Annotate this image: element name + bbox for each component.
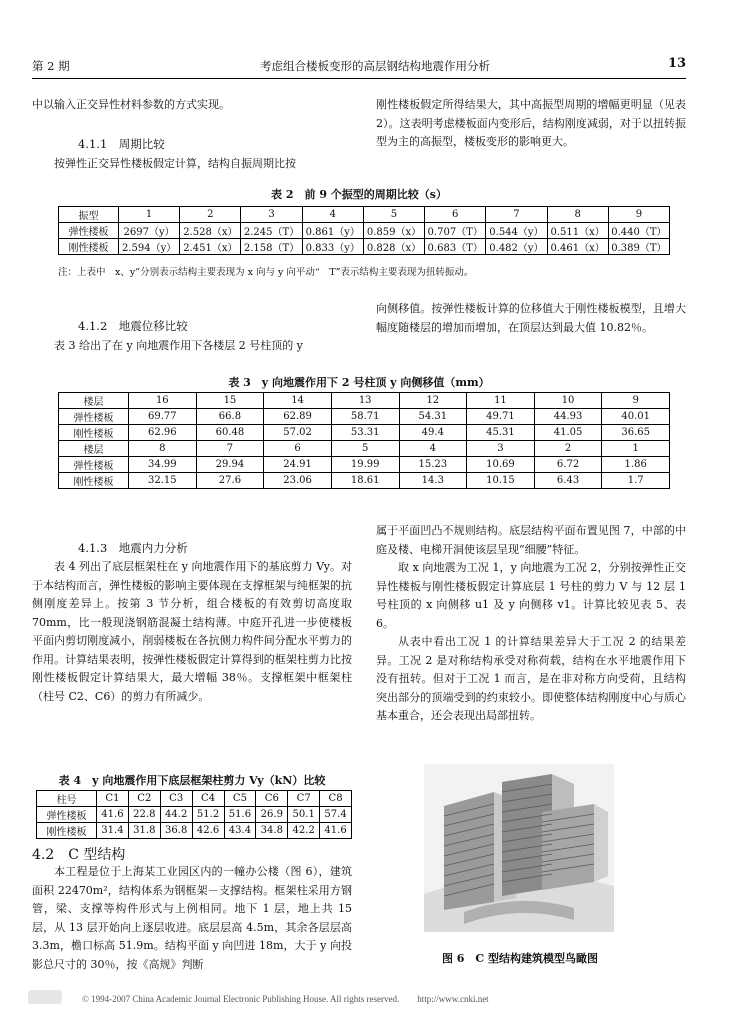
body-paragraph xyxy=(32,155,352,174)
table-cell: 0.828（x） xyxy=(363,239,424,255)
table-cell: 60.48 xyxy=(196,425,264,441)
table-cell: 0.707（T） xyxy=(425,223,486,239)
body-paragraph xyxy=(32,863,352,974)
table-row-header: 弹性楼板 xyxy=(59,223,119,239)
table-cell: 2.451（x） xyxy=(180,239,241,255)
table-cell: 51.2 xyxy=(192,807,224,823)
table-cell: 49.4 xyxy=(399,425,467,441)
body-paragraph xyxy=(376,300,686,337)
table-cell: 34.8 xyxy=(256,823,288,839)
body-paragraph xyxy=(32,96,352,115)
table-row-header: 楼层 xyxy=(59,441,129,457)
table-cell: 8 xyxy=(129,441,197,457)
table-row xyxy=(59,207,670,223)
paragraph-text: 刚性楼板假定所得结果大，其中高振型周期的增幅更明显（见表 2）。这表明考虑楼板面内变形后，结构刚度减弱，对于以扭转振型为主的高振型，楼板变形的影响更大。 xyxy=(376,98,686,148)
table-cell: 6.43 xyxy=(534,473,602,489)
table-cell: 5 xyxy=(363,207,424,223)
table-2-caption: 表 2 前 9 个振型的周期比较（s） xyxy=(271,188,447,201)
building-model-image xyxy=(424,764,614,932)
paragraph-text: 向侧移值。按弹性楼板计算的位移值大于刚性楼板模型，且增大幅度随楼层的增加而增加，在顶层达到最大值 10.82％。 xyxy=(376,302,686,334)
table-cell: 10.69 xyxy=(467,457,535,473)
body-paragraph xyxy=(32,558,352,706)
table-row xyxy=(59,457,670,473)
table-cell: 2.528（x） xyxy=(180,223,241,239)
table-row-header: 弹性楼板 xyxy=(59,457,129,473)
table-cell: 2.245（T） xyxy=(241,223,302,239)
page-number: 13 xyxy=(668,56,687,71)
table-cell: 44.2 xyxy=(160,807,192,823)
table-4-caption: 表 4 y 向地震作用下底层框架柱剪力 Vy（kN）比较 xyxy=(58,774,326,787)
table-row xyxy=(37,791,352,807)
table-row-header: 刚性楼板 xyxy=(59,473,129,489)
paragraph-text: 属于平面凹凸不规则结构。底层结构平面布置见图 7，中部的中庭及楼、电梯开洞使该层呈现“细腰”特征。 xyxy=(376,524,686,556)
table-cell: 12 xyxy=(399,393,467,409)
table-cell: 54.31 xyxy=(399,409,467,425)
table-cell: 41.6 xyxy=(320,823,352,839)
table-cell: 31.8 xyxy=(128,823,160,839)
table-cell: 23.06 xyxy=(264,473,332,489)
table-cell: 11 xyxy=(467,393,535,409)
table-cell: 31.4 xyxy=(97,823,129,839)
section-heading-4-1-1: 4.1.1 周期比较 xyxy=(78,137,165,151)
table-cell: 0.482（y） xyxy=(486,239,547,255)
table-row xyxy=(59,223,670,239)
table-cell: C3 xyxy=(160,791,192,807)
table-cell: C2 xyxy=(128,791,160,807)
section-heading-4-1-3: 4.1.3 地震内力分析 xyxy=(78,541,188,555)
table-row xyxy=(59,425,670,441)
table-cell: 0.461（x） xyxy=(547,239,608,255)
table-cell: 57.4 xyxy=(320,807,352,823)
table-cell: 45.31 xyxy=(467,425,535,441)
table-cell: 14 xyxy=(264,393,332,409)
table-cell: 32.15 xyxy=(129,473,197,489)
table-row-header: 刚性楼板 xyxy=(37,823,97,839)
table-cell: 49.71 xyxy=(467,409,535,425)
table-cell: 10 xyxy=(534,393,602,409)
table-row xyxy=(59,441,670,457)
copyright-footer: © 1994-2007 China Academic Journal Electronic Publishing House. All rights reserved. http://www.cnki.net xyxy=(82,994,489,1004)
table-cell: 1.7 xyxy=(602,473,670,489)
table-cell: 15 xyxy=(196,393,264,409)
running-title: 考虑组合楼板变形的高层钢结构地震作用分析 xyxy=(260,59,490,73)
cnki-logo xyxy=(28,990,62,1004)
table-cell: 29.94 xyxy=(196,457,264,473)
table-cell: 10.15 xyxy=(467,473,535,489)
table-cell: 9 xyxy=(608,207,669,223)
table-2-note: 注：上表中 x、y”分别表示结构主要表现为 x 向与 y 向平动“ T”表示结构主要表现为扭转振动。 xyxy=(58,267,474,278)
table-cell: 1 xyxy=(602,441,670,457)
table-cell: 6 xyxy=(425,207,486,223)
paragraph-text: 表 3 给出了在 y 向地震作用下各楼层 2 号柱顶的 y xyxy=(54,339,303,352)
table-row-header: 楼层 xyxy=(59,393,129,409)
table-cell: 42.6 xyxy=(192,823,224,839)
table-cell: C8 xyxy=(320,791,352,807)
table-row xyxy=(37,823,352,839)
table-cell: C5 xyxy=(224,791,256,807)
table-row-header: 振型 xyxy=(59,207,119,223)
table-cell: 1.86 xyxy=(602,457,670,473)
table-cell: 36.65 xyxy=(602,425,670,441)
table-cell: 3 xyxy=(241,207,302,223)
table-cell: C7 xyxy=(288,791,320,807)
table-3-caption: 表 3 y 向地震作用下 2 号柱顶 y 向侧移值（mm） xyxy=(228,376,490,389)
paragraph-text: 按弹性正交异性楼板假定计算，结构自振周期比按 xyxy=(54,157,296,170)
table-cell: 8 xyxy=(547,207,608,223)
table-row xyxy=(59,239,670,255)
table-cell: 16 xyxy=(129,393,197,409)
table-cell: 24.91 xyxy=(264,457,332,473)
table-cell: 3 xyxy=(467,441,535,457)
table-cell: 18.61 xyxy=(331,473,399,489)
table-cell: 2697（y） xyxy=(119,223,180,239)
table-row-header: 弹性楼板 xyxy=(59,409,129,425)
table-cell: 0.440（T） xyxy=(608,223,669,239)
table-cell: C1 xyxy=(97,791,129,807)
table-cell: 62.96 xyxy=(129,425,197,441)
table-cell: 15.23 xyxy=(399,457,467,473)
paragraph-text: 取 x 向地震为工况 1，y 向地震为工况 2，分别按弹性正交异性楼板与刚性楼板假定计算底层 1 号柱的剪力 V 与 12 层 1 号柱顶的 x 向侧移 u1 及 y 向侧移 v1。计算比较见表 5、表 6。 xyxy=(376,561,686,630)
table-cell: 26.9 xyxy=(256,807,288,823)
paragraph-text: 中以输入正交异性材料参数的方式实现。 xyxy=(32,98,230,111)
table-cell: 40.01 xyxy=(602,409,670,425)
section-heading-4-1-2: 4.1.2 地震位移比较 xyxy=(78,319,188,333)
body-paragraph xyxy=(376,522,686,726)
paragraph-text: 本工程是位于上海某工业园区内的一幢办公楼（图 6），建筑面积 22470m²，结构体系为钢框架－支撑结构。框架柱采用方钢管，梁、支撑等构件形式与上例相同。地下 1 层，地上共 15 层，从 13 层开始向上逐层收进。底层层高 4.5m，其余各层层高 3.3m，檐口标高 51.9m。结构平面 y 向凹进 18m，大于 y 向投影总尺寸的 30％，按《高规》判断 xyxy=(32,865,352,971)
table-row-header: 刚性楼板 xyxy=(59,425,129,441)
table-cell: 1 xyxy=(119,207,180,223)
table-cell: 2 xyxy=(534,441,602,457)
paragraph-text: 表 4 列出了底层框架柱在 y 向地震作用下的基底剪力 Vy。对于本结构而言，弹性楼板的影响主要体现在支撑框架与纯框架的抗侧刚度差异上。按第 3 节分析，组合楼板的有效剪切高度取 70mm，比一般现浇钢筋混凝土结构薄。中庭开孔进一步使楼板平面内剪切刚度减小，削弱楼板在各抗侧力构件间分配水平剪力的作用。计算结果表明，按弹性楼板假定计算得到的框架柱剪力比按刚性楼板假定计算结果大，最大增幅 38％。支撑框架中框架柱（柱号 C2、C6）的剪力有所减少。 xyxy=(32,560,352,703)
body-paragraph xyxy=(32,337,352,356)
table-cell: 0.859（x） xyxy=(363,223,424,239)
header-rule xyxy=(32,78,686,79)
table-2 xyxy=(58,206,670,255)
table-cell: 6.72 xyxy=(534,457,602,473)
table-4 xyxy=(36,790,352,839)
table-cell: 42.2 xyxy=(288,823,320,839)
table-cell: 27.6 xyxy=(196,473,264,489)
table-cell: C6 xyxy=(256,791,288,807)
table-cell: 57.02 xyxy=(264,425,332,441)
paragraph-text: 从表中看出工况 1 的计算结果差异大于工况 2 的结果差异。工况 2 是对称结构承受对称荷载，结构在水平地震作用下没有扭转。但对于工况 1 而言，是在非对称方向受荷，且结构突出部分的顶端受到的约束较小。即使整体结构刚度中心与质心基本重合，还会表现出局部扭转。 xyxy=(376,635,686,722)
table-cell: 7 xyxy=(196,441,264,457)
table-row xyxy=(59,409,670,425)
table-cell: 58.71 xyxy=(331,409,399,425)
table-cell: 14.3 xyxy=(399,473,467,489)
table-cell: 0.861（y） xyxy=(302,223,363,239)
table-cell: 6 xyxy=(264,441,332,457)
table-cell: 0.683（T） xyxy=(425,239,486,255)
table-cell: 43.4 xyxy=(224,823,256,839)
body-paragraph xyxy=(376,96,686,152)
table-cell: 22.8 xyxy=(128,807,160,823)
table-cell: 2.158（T） xyxy=(241,239,302,255)
table-cell: C4 xyxy=(192,791,224,807)
section-heading-4-2: 4.2 C 型结构 xyxy=(32,847,126,863)
issue-number: 第 2 期 xyxy=(32,59,70,73)
table-cell: 0.544（y） xyxy=(486,223,547,239)
table-cell: 36.8 xyxy=(160,823,192,839)
table-cell: 34.99 xyxy=(129,457,197,473)
table-cell: 9 xyxy=(602,393,670,409)
table-row-header: 柱号 xyxy=(37,791,97,807)
table-row xyxy=(59,473,670,489)
table-cell: 4 xyxy=(302,207,363,223)
table-row xyxy=(37,807,352,823)
table-cell: 62.89 xyxy=(264,409,332,425)
table-cell: 2.594（y） xyxy=(119,239,180,255)
table-cell: 44.93 xyxy=(534,409,602,425)
table-cell: 50.1 xyxy=(288,807,320,823)
figure-6-image xyxy=(424,764,614,932)
table-cell: 19.99 xyxy=(331,457,399,473)
table-cell: 7 xyxy=(486,207,547,223)
table-row-header: 刚性楼板 xyxy=(59,239,119,255)
table-cell: 0.389（T） xyxy=(608,239,669,255)
table-cell: 5 xyxy=(331,441,399,457)
table-3 xyxy=(58,392,670,489)
table-row xyxy=(59,393,670,409)
table-cell: 69.77 xyxy=(129,409,197,425)
table-cell: 4 xyxy=(399,441,467,457)
table-cell: 0.833（y） xyxy=(302,239,363,255)
figure-6-caption: 图 6 C 型结构建筑模型鸟瞰图 xyxy=(441,952,599,965)
table-cell: 51.6 xyxy=(224,807,256,823)
table-cell: 41.05 xyxy=(534,425,602,441)
table-cell: 13 xyxy=(331,393,399,409)
table-cell: 53.31 xyxy=(331,425,399,441)
table-cell: 2 xyxy=(180,207,241,223)
table-cell: 41.6 xyxy=(97,807,129,823)
table-row-header: 弹性楼板 xyxy=(37,807,97,823)
table-cell: 0.511（x） xyxy=(547,223,608,239)
table-cell: 66.8 xyxy=(196,409,264,425)
